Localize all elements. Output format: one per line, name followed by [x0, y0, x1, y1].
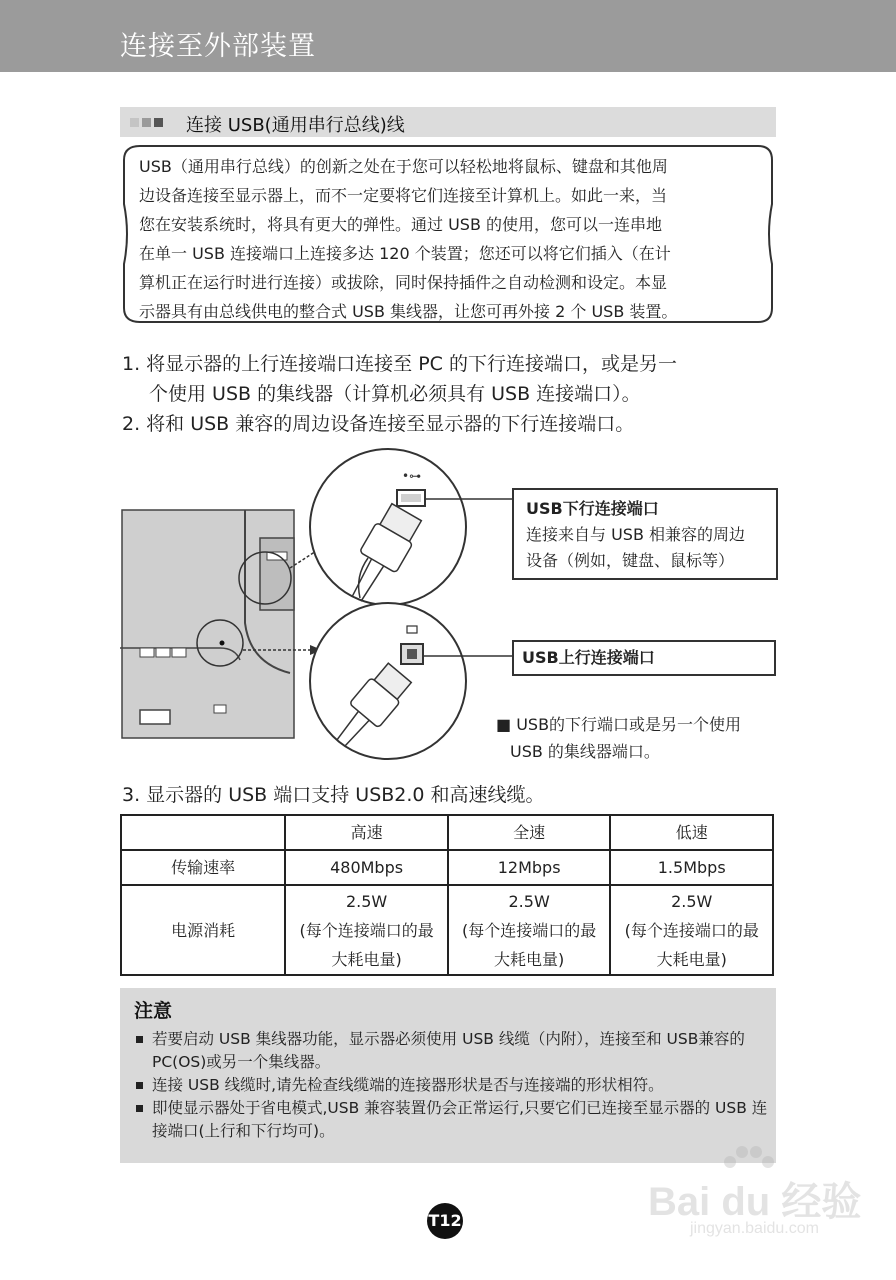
intro-text: [139, 152, 767, 326]
power-note-line-2: 大耗电量): [494, 949, 565, 969]
usb-diagram: [120, 448, 780, 778]
section-title: 连接 USB(通用串行总线)线: [186, 115, 405, 136]
watermark-url: jingyan.baidu.com: [690, 1220, 819, 1237]
table-header-row: [121, 815, 773, 850]
table-header-cell: 低速: [610, 815, 773, 850]
power-note-line-1: (每个连接端口的最: [624, 920, 759, 940]
table-header-cell: 全速: [448, 815, 611, 850]
watermark-logo: Bai du 经验: [648, 1180, 862, 1224]
table-header-cell: [121, 815, 285, 850]
svg-text:•⊶: •⊶: [402, 469, 422, 483]
step-2: 2. 将和 USB 兼容的周边设备连接至显示器的下行连接端口。: [122, 413, 635, 435]
upstream-title: USB上行连接端口: [522, 648, 655, 667]
table-cell: 1.5Mbps: [610, 850, 773, 885]
upstream-callout: [512, 640, 776, 676]
side-note-line-2: USB 的集线器端口。: [510, 742, 660, 761]
power-value: 2.5W: [345, 891, 388, 911]
intro-line: USB（通用串行总线）的创新之处在于您可以轻松地将鼠标、键盘和其他周: [139, 157, 668, 176]
step-1-line-2: 个使用 USB 的集线器（计算机必须具有 USB 连接端口）。: [149, 383, 641, 405]
table-header-cell: 高速: [285, 815, 448, 850]
side-note-line-1: ■ USB的下行端口或是另一个使用: [496, 715, 742, 734]
downstream-callout: [512, 488, 778, 580]
intro-line: 算机正在运行时进行连接）或拔除，同时保持插件之自动检测和设定。本显: [139, 273, 668, 292]
power-note-line-2: 大耗电量): [331, 949, 402, 969]
downstream-desc-line-1: 连接来自与 USB 相兼容的周边: [526, 525, 746, 544]
step-1-line-1: 1. 将显示器的上行连接端口连接至 PC 的下行连接端口，或是另一: [122, 353, 677, 375]
step-3: 3. 显示器的 USB 端口支持 USB2.0 和高速线缆。: [122, 784, 545, 806]
intro-line: 您在安装系统时，将具有更大的弹性。通过 USB 的使用，您可以一连串地: [139, 215, 663, 234]
notice-item: 连接 USB 线缆时,请先检查线缆端的连接器形状是否与连接端的形状相符。: [134, 1074, 770, 1097]
notice-item: 即使显示器处于省电模式,USB 兼容装置仍会正常运行,只要它们已连接至显示器的 USB 连接端口(上行和下行均可)。: [134, 1097, 770, 1143]
table-cell: 电源消耗: [121, 885, 285, 975]
side-note: [496, 711, 776, 765]
page-number: T12: [427, 1203, 463, 1239]
header-bar: [0, 0, 896, 72]
table-cell: 传输速率: [121, 850, 285, 885]
intro-box: [120, 144, 776, 324]
section-bar: [120, 107, 776, 137]
power-value: 2.5W: [508, 891, 550, 911]
power-note-line-2: 大耗电量): [656, 949, 727, 969]
notice-box: [120, 988, 776, 1163]
power-note-line-1: (每个连接端口的最: [462, 920, 597, 940]
table-cell: [610, 885, 773, 975]
notice-item: 若要启动 USB 集线器功能，显示器必须使用 USB 线缆（内附），连接至和 USB兼容的 PC(OS)或另一个集线器。: [134, 1028, 770, 1074]
page-title: 连接至外部装置: [120, 31, 316, 62]
intro-line: 边设备连接至显示器上，而不一定要将它们连接至计算机上。如此一来，当: [139, 186, 668, 205]
power-note-line-1: (每个连接端口的最: [299, 920, 434, 940]
table-cell: [448, 885, 611, 975]
section-squares-icon: [130, 118, 166, 137]
power-value: 2.5W: [671, 891, 713, 911]
intro-line: 在单一 USB 连接端口上连接多达 120 个装置；您还可以将它们插入（在计: [139, 244, 671, 263]
table-cell: [285, 885, 448, 975]
notice-list: [134, 1028, 770, 1143]
intro-line: 示器具有由总线供电的整合式 USB 集线器，让您可再外接 2 个 USB 装置。: [139, 302, 678, 321]
downstream-desc-line-2: 设备（例如，键盘、鼠标等）: [526, 551, 735, 570]
usb-spec-table: [120, 814, 774, 976]
table-cell: 480Mbps: [285, 850, 448, 885]
table-row: [121, 885, 773, 975]
table-cell: 12Mbps: [448, 850, 611, 885]
notice-title: 注意: [134, 1000, 173, 1022]
steps-list: [122, 349, 782, 439]
downstream-title: USB下行连接端口: [526, 499, 659, 518]
table-row: [121, 850, 773, 885]
